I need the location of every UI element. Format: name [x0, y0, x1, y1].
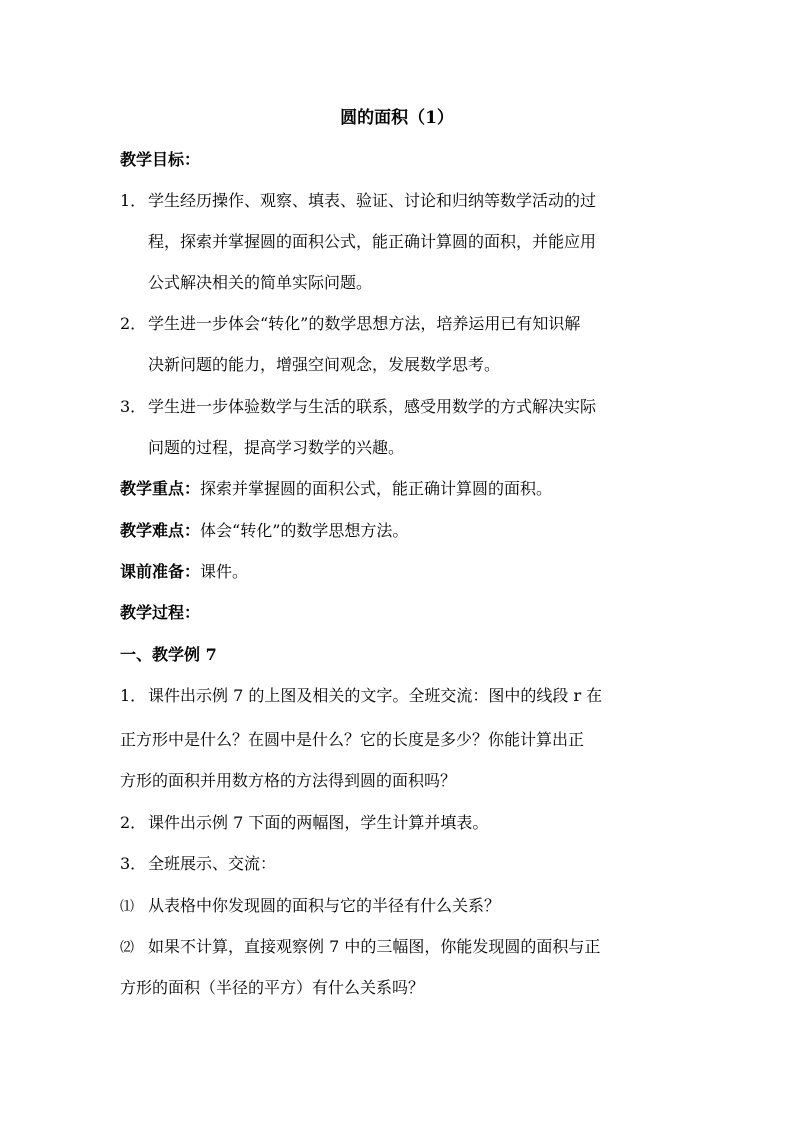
sub-step-1-text: 从表格中你发现圆的面积与它的半径有什么关系？ — [148, 896, 501, 915]
objective-3-line-1 — [120, 397, 596, 417]
objective-3-line-2: 问题的过程，提高学习数学的兴趣。 — [148, 438, 405, 457]
difficulty — [120, 521, 408, 541]
difficulty-label: 教学难点： — [120, 521, 201, 540]
objective-2-number: 2． — [120, 314, 147, 333]
objective-2-line-2: 决新问题的能力，增强空间观念，发展数学思考。 — [148, 355, 501, 374]
objective-1-line-3: 公式解决相关的简单实际问题。 — [148, 273, 373, 292]
document-title: 圆的面积（1） — [340, 108, 454, 128]
step-1-number: 1． — [120, 686, 147, 705]
objective-2-line-1 — [120, 314, 580, 334]
objective-1-number: 1． — [120, 191, 147, 210]
key-point — [120, 479, 552, 499]
key-point-label: 教学重点： — [120, 479, 201, 498]
sub-step-1-number: ⑴ — [120, 899, 134, 915]
sub-step-2-line-1 — [120, 937, 600, 958]
key-point-text: 探索并掌握圆的面积公式，能正确计算圆的面积。 — [200, 479, 553, 498]
sub-step-2-number: ⑵ — [120, 940, 134, 956]
objective-3-number: 3． — [120, 397, 147, 416]
objective-3-text: 学生进一步体验数学与生活的联系，感受用数学的方式解决实际 — [148, 397, 597, 416]
objective-1-line-2: 程，探索并掌握圆的面积公式，能正确计算圆的面积，并能应用 — [148, 232, 597, 251]
section-1-heading: 一、教学例 7 — [120, 645, 217, 664]
difficulty-text: 体会“转化”的数学思想方法。 — [200, 521, 409, 540]
process-heading: 教学过程： — [120, 603, 201, 622]
sub-step-2-line-2: 方形的面积（半径的平方）有什么关系吗？ — [120, 978, 425, 997]
step-1-line-1 — [120, 686, 602, 706]
step-2-number: 2． — [120, 813, 147, 832]
sub-step-2-text: 如果不计算，直接观察例 7 中的三幅图，你能发现圆的面积与正 — [148, 937, 601, 956]
sub-step-1 — [120, 896, 500, 917]
step-2-text: 课件出示例 7 下面的两幅图，学生计算并填表。 — [148, 813, 489, 832]
step-3-text: 全班展示、交流： — [148, 854, 277, 873]
step-2 — [120, 813, 488, 833]
objective-2-text: 学生进一步体会“转化”的数学思想方法，培养运用已有知识解 — [148, 314, 581, 333]
preparation-text: 课件。 — [200, 562, 249, 581]
step-1-text: 课件出示例 7 的上图及相关的文字。全班交流：图中的线段 r 在 — [148, 686, 603, 705]
step-3 — [120, 854, 276, 874]
preparation — [120, 562, 248, 582]
objective-1-line-1 — [120, 191, 596, 211]
step-1-line-3: 方形的面积并用数方格的方法得到圆的面积吗？ — [120, 771, 457, 790]
preparation-label: 课前准备： — [120, 562, 201, 581]
objective-1-text: 学生经历操作、观察、填表、验证、讨论和归纳等数学活动的过 — [148, 191, 597, 210]
step-1-line-2: 正方形中是什么？在圆中是什么？它的长度是多少？你能计算出正 — [120, 730, 585, 749]
step-3-number: 3． — [120, 854, 147, 873]
objectives-heading: 教学目标： — [120, 150, 201, 169]
